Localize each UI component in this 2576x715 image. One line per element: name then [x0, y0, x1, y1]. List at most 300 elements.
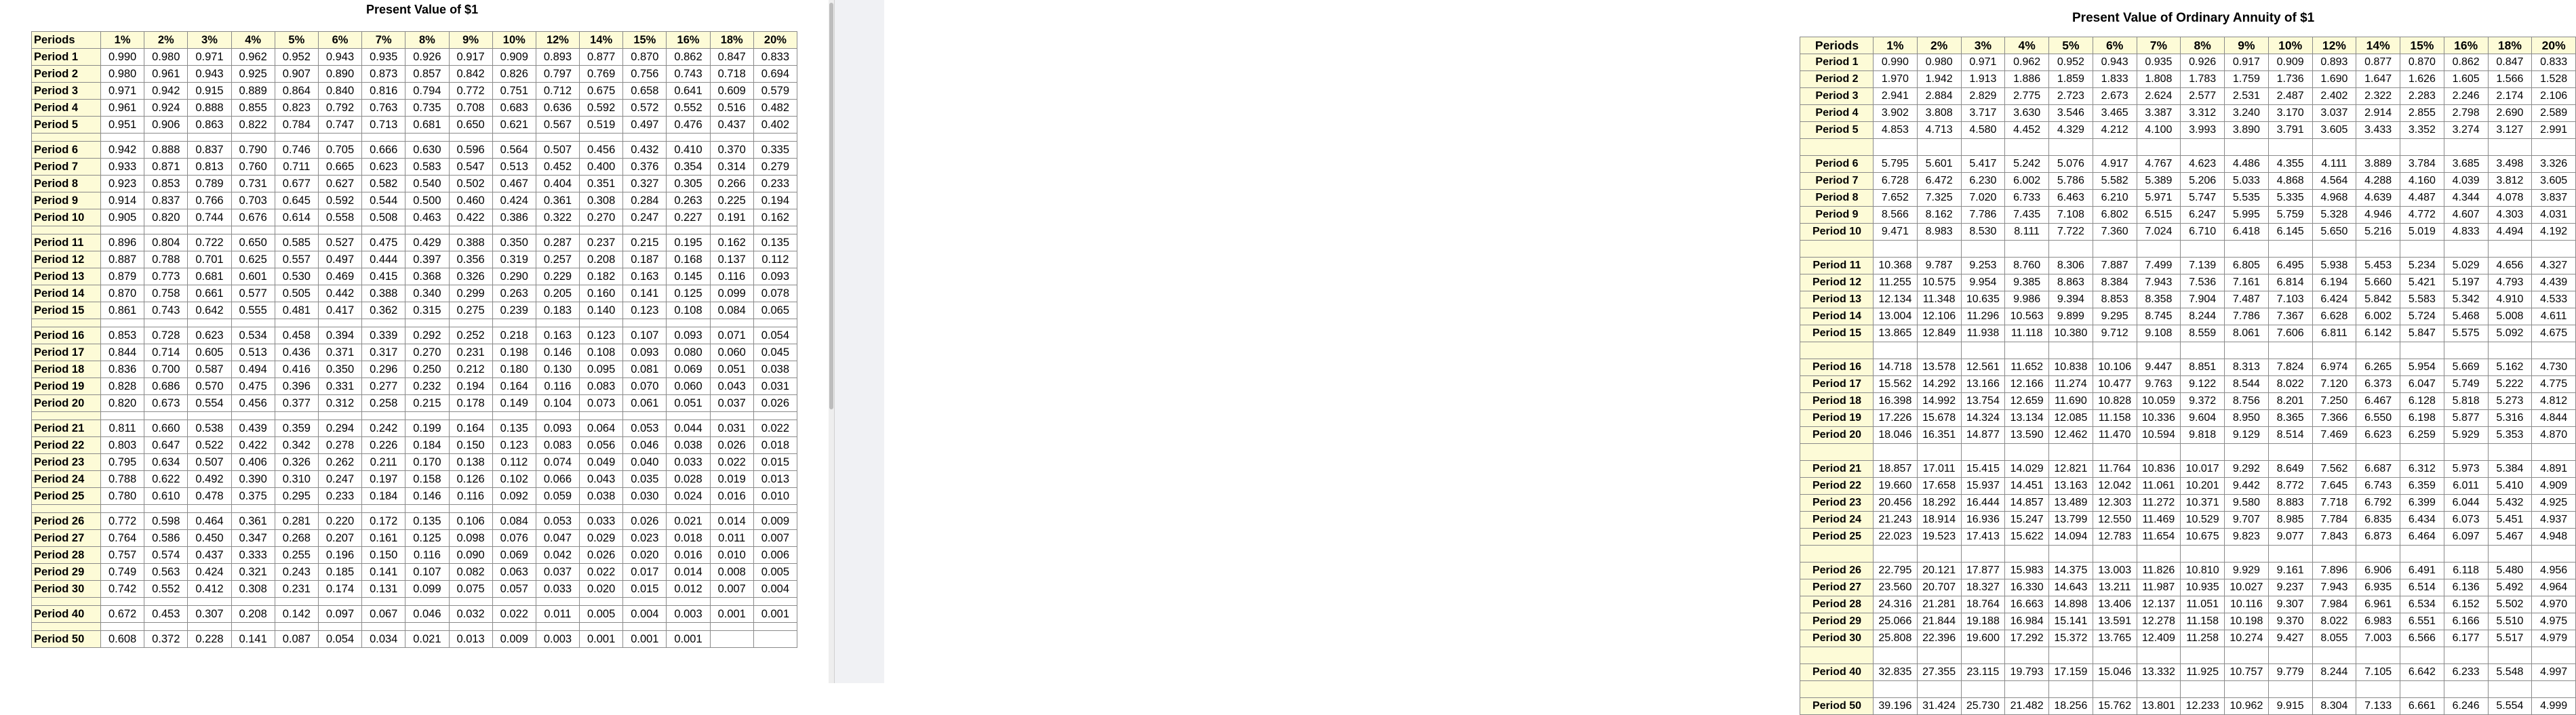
value-cell: 0.437 [710, 117, 753, 134]
value-cell: 0.735 [405, 100, 449, 117]
rate-header: 8% [405, 32, 449, 49]
value-cell: 9.447 [2137, 359, 2181, 376]
left-scrollbar[interactable] [829, 0, 834, 683]
table-row [32, 159, 797, 176]
value-cell: 15.762 [2093, 698, 2137, 715]
value-cell: 9.779 [2268, 664, 2312, 681]
period-label: Period 24 [1800, 512, 1874, 529]
value-cell: 0.873 [362, 66, 405, 83]
table-row [32, 513, 797, 530]
value-cell: 13.591 [2093, 613, 2137, 630]
value-cell: 0.784 [275, 117, 318, 134]
value-cell: 0.877 [580, 49, 623, 66]
value-cell: 9.307 [2268, 596, 2312, 613]
value-cell: 5.417 [1961, 156, 2005, 173]
value-cell: 4.344 [2444, 190, 2488, 207]
value-cell: 10.106 [2093, 359, 2137, 376]
table-row [32, 285, 797, 302]
value-cell: 2.798 [2444, 105, 2488, 122]
value-cell: 12.166 [2005, 376, 2049, 393]
table-row [32, 488, 797, 505]
rate-header: 3% [188, 32, 231, 49]
table-row [1800, 427, 2576, 444]
value-cell: 11.051 [2181, 596, 2225, 613]
value-cell: 0.563 [144, 564, 188, 581]
value-cell: 0.980 [144, 49, 188, 66]
group-spacer [32, 319, 797, 327]
value-cell: 0.149 [492, 395, 536, 412]
value-cell: 8.313 [2225, 359, 2269, 376]
value-cell: 0.456 [231, 395, 275, 412]
value-cell: 0.552 [667, 100, 710, 117]
value-cell: 6.983 [2356, 613, 2400, 630]
table-row [1800, 478, 2576, 495]
value-cell: 8.544 [2225, 376, 2269, 393]
value-cell: 14.029 [2005, 461, 2049, 478]
value-cell: 4.039 [2444, 173, 2488, 190]
value-cell: 2.829 [1961, 88, 2005, 105]
value-cell: 5.724 [2400, 308, 2444, 325]
value-cell: 0.194 [753, 192, 797, 209]
value-cell: 7.786 [1961, 207, 2005, 224]
value-cell: 6.873 [2356, 529, 2400, 546]
rate-header: 4% [231, 32, 275, 49]
table-row [32, 302, 797, 319]
value-cell: 5.316 [2488, 410, 2532, 427]
value-cell: 11.764 [2093, 461, 2137, 478]
value-cell: 4.975 [2532, 613, 2576, 630]
value-cell: 0.386 [492, 209, 536, 226]
value-cell: 0.362 [362, 302, 405, 319]
table-row [1800, 88, 2576, 105]
value-cell: 4.775 [2532, 376, 2576, 393]
table-row [32, 395, 797, 412]
table-row [32, 344, 797, 361]
rate-header: 2% [1917, 37, 1961, 54]
value-cell: 0.243 [275, 564, 318, 581]
value-cell: 3.902 [1874, 105, 1918, 122]
period-label: Period 9 [1800, 207, 1874, 224]
value-cell: 0.125 [405, 530, 449, 547]
value-cell: 11.258 [2181, 630, 2225, 647]
value-cell: 10.274 [2225, 630, 2269, 647]
value-cell: 4.925 [2532, 495, 2576, 512]
table-row [1800, 495, 2576, 512]
value-cell: 5.480 [2488, 563, 2532, 579]
value-cell: 6.047 [2400, 376, 2444, 393]
value-cell: 5.453 [2356, 258, 2400, 274]
value-cell: 0.295 [275, 488, 318, 505]
value-cell: 0.795 [101, 454, 144, 471]
value-cell: 0.021 [405, 631, 449, 648]
value-cell: 0.368 [405, 268, 449, 285]
period-label: Period 14 [32, 285, 101, 302]
value-cell: 0.756 [623, 66, 667, 83]
period-label: Period 24 [32, 471, 101, 488]
value-cell: 0.004 [623, 606, 667, 623]
value-cell: 0.463 [405, 209, 449, 226]
value-cell: 0.482 [753, 100, 797, 117]
table-row [1800, 410, 2576, 427]
value-cell: 4.713 [1917, 122, 1961, 139]
value-cell: 0.351 [580, 176, 623, 192]
value-cell: 0.397 [405, 251, 449, 268]
period-label: Period 25 [32, 488, 101, 505]
value-cell: 6.247 [2181, 207, 2225, 224]
value-cell: 0.540 [405, 176, 449, 192]
value-cell: 0.544 [362, 192, 405, 209]
value-cell: 0.112 [492, 454, 536, 471]
value-cell: 16.330 [2005, 579, 2049, 596]
period-label: Period 26 [32, 513, 101, 530]
value-cell: 0.218 [492, 327, 536, 344]
value-cell [753, 631, 797, 648]
value-cell: 0.010 [710, 547, 753, 564]
value-cell: 0.422 [449, 209, 492, 226]
period-label: Period 5 [32, 117, 101, 134]
value-cell: 0.404 [536, 176, 579, 192]
value-cell: 0.161 [362, 530, 405, 547]
value-cell: 0.012 [667, 581, 710, 598]
value-cell: 6.935 [2356, 579, 2400, 596]
value-cell: 9.237 [2268, 579, 2312, 596]
value-cell: 0.018 [753, 437, 797, 454]
value-cell: 10.810 [2181, 563, 2225, 579]
header-row [1800, 37, 2576, 54]
table-row [1800, 274, 2576, 291]
value-cell: 0.971 [188, 49, 231, 66]
value-cell: 3.685 [2444, 156, 2488, 173]
value-cell: 3.037 [2312, 105, 2356, 122]
value-cell: 0.106 [449, 513, 492, 530]
value-cell: 7.003 [2356, 630, 2400, 647]
value-cell: 15.046 [2093, 664, 2137, 681]
group-spacer [1800, 342, 2576, 359]
value-cell: 10.371 [2181, 495, 2225, 512]
value-cell: 9.986 [2005, 291, 2049, 308]
value-cell: 5.234 [2400, 258, 2444, 274]
rate-header: 5% [275, 32, 318, 49]
value-cell: 9.954 [1961, 274, 2005, 291]
value-cell: 0.037 [536, 564, 579, 581]
table-row [1800, 461, 2576, 478]
table-row [32, 378, 797, 395]
value-cell: 2.775 [2005, 88, 2049, 105]
value-cell: 0.847 [710, 49, 753, 66]
value-cell: 4.909 [2532, 478, 2576, 495]
value-cell: 0.605 [188, 344, 231, 361]
value-cell: 0.853 [101, 327, 144, 344]
value-cell: 8.304 [2312, 698, 2356, 715]
group-spacer [32, 505, 797, 513]
value-cell: 6.472 [1917, 173, 1961, 190]
value-cell: 10.017 [2181, 461, 2225, 478]
value-cell: 3.837 [2532, 190, 2576, 207]
value-cell: 5.575 [2444, 325, 2488, 342]
value-cell: 0.766 [188, 192, 231, 209]
value-cell: 0.758 [144, 285, 188, 302]
value-cell: 4.611 [2532, 308, 2576, 325]
value-cell: 0.135 [753, 234, 797, 251]
value-cell: 0.552 [144, 581, 188, 598]
period-label: Period 28 [1800, 596, 1874, 613]
value-cell: 0.570 [188, 378, 231, 395]
value-cell: 0.030 [623, 488, 667, 505]
period-label: Period 14 [1800, 308, 1874, 325]
value-cell: 4.487 [2400, 190, 2444, 207]
value-cell: 15.678 [1917, 410, 1961, 427]
value-cell: 0.406 [231, 454, 275, 471]
rate-header: 10% [492, 32, 536, 49]
value-cell: 8.365 [2268, 410, 2312, 427]
table-row [1800, 579, 2576, 596]
value-cell: 0.359 [275, 420, 318, 437]
value-cell: 0.278 [318, 437, 361, 454]
table-row [1800, 529, 2576, 546]
value-cell: 7.360 [2093, 224, 2137, 241]
value-cell: 0.980 [101, 66, 144, 83]
value-cell: 0.138 [449, 454, 492, 471]
value-cell: 0.104 [536, 395, 579, 412]
value-cell: 0.053 [623, 420, 667, 437]
value-cell: 15.372 [2049, 630, 2093, 647]
value-cell: 0.292 [405, 327, 449, 344]
value-cell: 0.636 [536, 100, 579, 117]
present-value-panel [0, 0, 835, 683]
value-cell: 4.303 [2488, 207, 2532, 224]
value-cell: 10.027 [2225, 579, 2269, 596]
value-cell: 2.246 [2444, 88, 2488, 105]
value-cell: 0.780 [101, 488, 144, 505]
value-cell: 0.789 [188, 176, 231, 192]
value-cell: 0.816 [362, 83, 405, 100]
value-cell: 9.763 [2137, 376, 2181, 393]
value-cell: 0.962 [2005, 54, 2049, 71]
value-cell: 9.161 [2268, 563, 2312, 579]
value-cell: 11.061 [2137, 478, 2181, 495]
value-cell: 0.284 [623, 192, 667, 209]
value-cell: 0.307 [188, 606, 231, 623]
value-cell: 0.231 [449, 344, 492, 361]
value-cell: 5.954 [2400, 359, 2444, 376]
table-row [32, 606, 797, 623]
value-cell: 9.442 [2225, 478, 2269, 495]
value-cell: 0.054 [318, 631, 361, 648]
period-label: Period 13 [32, 268, 101, 285]
value-cell: 0.308 [580, 192, 623, 209]
value-cell: 5.492 [2488, 579, 2532, 596]
value-cell: 18.292 [1917, 495, 1961, 512]
value-cell: 0.019 [710, 471, 753, 488]
value-cell: 4.533 [2532, 291, 2576, 308]
value-cell: 4.812 [2532, 393, 2576, 410]
value-cell: 0.788 [101, 471, 144, 488]
table-row [1800, 224, 2576, 241]
value-cell: 0.064 [580, 420, 623, 437]
value-cell: 5.389 [2137, 173, 2181, 190]
value-cell: 4.870 [2532, 427, 2576, 444]
value-cell: 12.106 [1917, 308, 1961, 325]
value-cell: 0.538 [188, 420, 231, 437]
value-cell: 11.348 [1917, 291, 1961, 308]
value-cell: 0.990 [101, 49, 144, 66]
value-cell: 0.141 [623, 285, 667, 302]
period-label: Period 7 [1800, 173, 1874, 190]
group-spacer [32, 412, 797, 420]
value-cell: 0.163 [536, 327, 579, 344]
value-cell: 5.877 [2444, 410, 2488, 427]
value-cell: 18.046 [1874, 427, 1918, 444]
value-cell: 8.649 [2268, 461, 2312, 478]
value-cell: 0.020 [623, 547, 667, 564]
value-cell: 6.418 [2225, 224, 2269, 241]
value-cell: 0.634 [144, 454, 188, 471]
value-cell: 0.402 [753, 117, 797, 134]
value-cell: 0.333 [231, 547, 275, 564]
value-cell: 7.250 [2312, 393, 2356, 410]
table-row [32, 192, 797, 209]
period-label: Period 13 [1800, 291, 1874, 308]
value-cell: 0.059 [536, 488, 579, 505]
value-cell: 0.519 [580, 117, 623, 134]
value-cell: 0.270 [405, 344, 449, 361]
value-cell: 0.627 [318, 176, 361, 192]
group-spacer [32, 226, 797, 234]
value-cell: 0.708 [449, 100, 492, 117]
value-cell: 6.177 [2444, 630, 2488, 647]
value-cell: 0.513 [492, 159, 536, 176]
value-cell: 0.585 [275, 234, 318, 251]
value-cell: 1.808 [2137, 71, 2181, 88]
value-cell: 6.265 [2356, 359, 2400, 376]
value-cell: 0.003 [536, 631, 579, 648]
value-cell: 0.890 [318, 66, 361, 83]
value-cell: 0.067 [362, 606, 405, 623]
value-cell: 5.242 [2005, 156, 2049, 173]
value-cell: 14.992 [1917, 393, 1961, 410]
value-cell: 0.610 [144, 488, 188, 505]
value-cell: 0.415 [362, 268, 405, 285]
value-cell: 0.022 [710, 454, 753, 471]
value-cell: 7.824 [2268, 359, 2312, 376]
value-cell: 0.971 [101, 83, 144, 100]
value-cell: 21.281 [1917, 596, 1961, 613]
value-cell: 0.879 [101, 268, 144, 285]
value-cell: 0.713 [362, 117, 405, 134]
value-cell: 6.811 [2312, 325, 2356, 342]
value-cell: 0.714 [144, 344, 188, 361]
value-cell: 6.802 [2093, 207, 2137, 224]
value-cell: 5.092 [2488, 325, 2532, 342]
value-cell: 10.529 [2181, 512, 2225, 529]
table-row [1800, 664, 2576, 681]
value-cell: 8.061 [2225, 325, 2269, 342]
period-label: Period 2 [32, 66, 101, 83]
value-cell: 4.192 [2532, 224, 2576, 241]
value-cell: 0.014 [667, 564, 710, 581]
value-cell: 12.561 [1961, 359, 2005, 376]
value-cell: 0.460 [449, 192, 492, 209]
value-cell: 6.743 [2356, 478, 2400, 495]
table-row [1800, 512, 2576, 529]
value-cell: 0.961 [144, 66, 188, 83]
value-cell: 0.554 [188, 395, 231, 412]
value-cell: 14.375 [2049, 563, 2093, 579]
value-cell: 0.247 [623, 209, 667, 226]
value-cell: 4.891 [2532, 461, 2576, 478]
rate-header: 9% [2225, 37, 2269, 54]
value-cell: 6.623 [2356, 427, 2400, 444]
value-cell: 0.237 [580, 234, 623, 251]
value-cell: 0.475 [362, 234, 405, 251]
value-cell: 12.783 [2093, 529, 2137, 546]
value-cell: 0.009 [753, 513, 797, 530]
value-cell: 0.146 [536, 344, 579, 361]
value-cell: 0.361 [231, 513, 275, 530]
value-cell: 7.108 [2049, 207, 2093, 224]
value-cell: 15.562 [1874, 376, 1918, 393]
value-cell: 0.728 [144, 327, 188, 344]
value-cell: 0.321 [231, 564, 275, 581]
group-spacer [32, 134, 797, 142]
value-cell: 0.751 [492, 83, 536, 100]
table-row [32, 209, 797, 226]
value-cell: 11.118 [2005, 325, 2049, 342]
value-cell: 7.784 [2312, 512, 2356, 529]
value-cell: 6.792 [2356, 495, 2400, 512]
value-cell: 3.605 [2312, 122, 2356, 139]
period-label: Period 9 [32, 192, 101, 209]
value-cell: 0.232 [405, 378, 449, 395]
rate-header: 10% [2268, 37, 2312, 54]
value-cell: 2.991 [2532, 122, 2576, 139]
group-spacer [32, 598, 797, 606]
value-cell: 0.567 [536, 117, 579, 134]
value-cell: 0.772 [449, 83, 492, 100]
value-cell: 0.020 [580, 581, 623, 598]
value-cell: 13.799 [2049, 512, 2093, 529]
value-cell: 8.566 [1874, 207, 1918, 224]
value-cell: 10.635 [1961, 291, 2005, 308]
value-cell: 4.968 [2312, 190, 2356, 207]
value-cell: 9.385 [2005, 274, 2049, 291]
value-cell: 7.887 [2093, 258, 2137, 274]
value-cell: 2.884 [1917, 88, 1961, 105]
value-cell: 0.502 [449, 176, 492, 192]
value-cell: 14.451 [2005, 478, 2049, 495]
value-cell: 0.516 [710, 100, 753, 117]
value-cell: 0.507 [536, 142, 579, 159]
left-scroll-thumb[interactable] [829, 3, 833, 409]
value-cell: 6.198 [2400, 410, 2444, 427]
period-label: Period 20 [1800, 427, 1874, 444]
value-cell: 3.546 [2049, 105, 2093, 122]
value-cell: 1.913 [1961, 71, 2005, 88]
value-cell: 0.140 [580, 302, 623, 319]
period-label: Period 50 [32, 631, 101, 648]
value-cell: 4.031 [2532, 207, 2576, 224]
value-cell: 0.043 [710, 378, 753, 395]
value-cell: 0.870 [101, 285, 144, 302]
value-cell: 0.003 [667, 606, 710, 623]
value-cell: 8.384 [2093, 274, 2137, 291]
value-cell: 12.042 [2093, 478, 2137, 495]
value-cell: 4.327 [2532, 258, 2576, 274]
value-cell: 0.675 [580, 83, 623, 100]
value-cell: 0.093 [667, 327, 710, 344]
value-cell: 0.388 [362, 285, 405, 302]
value-cell: 13.134 [2005, 410, 2049, 427]
